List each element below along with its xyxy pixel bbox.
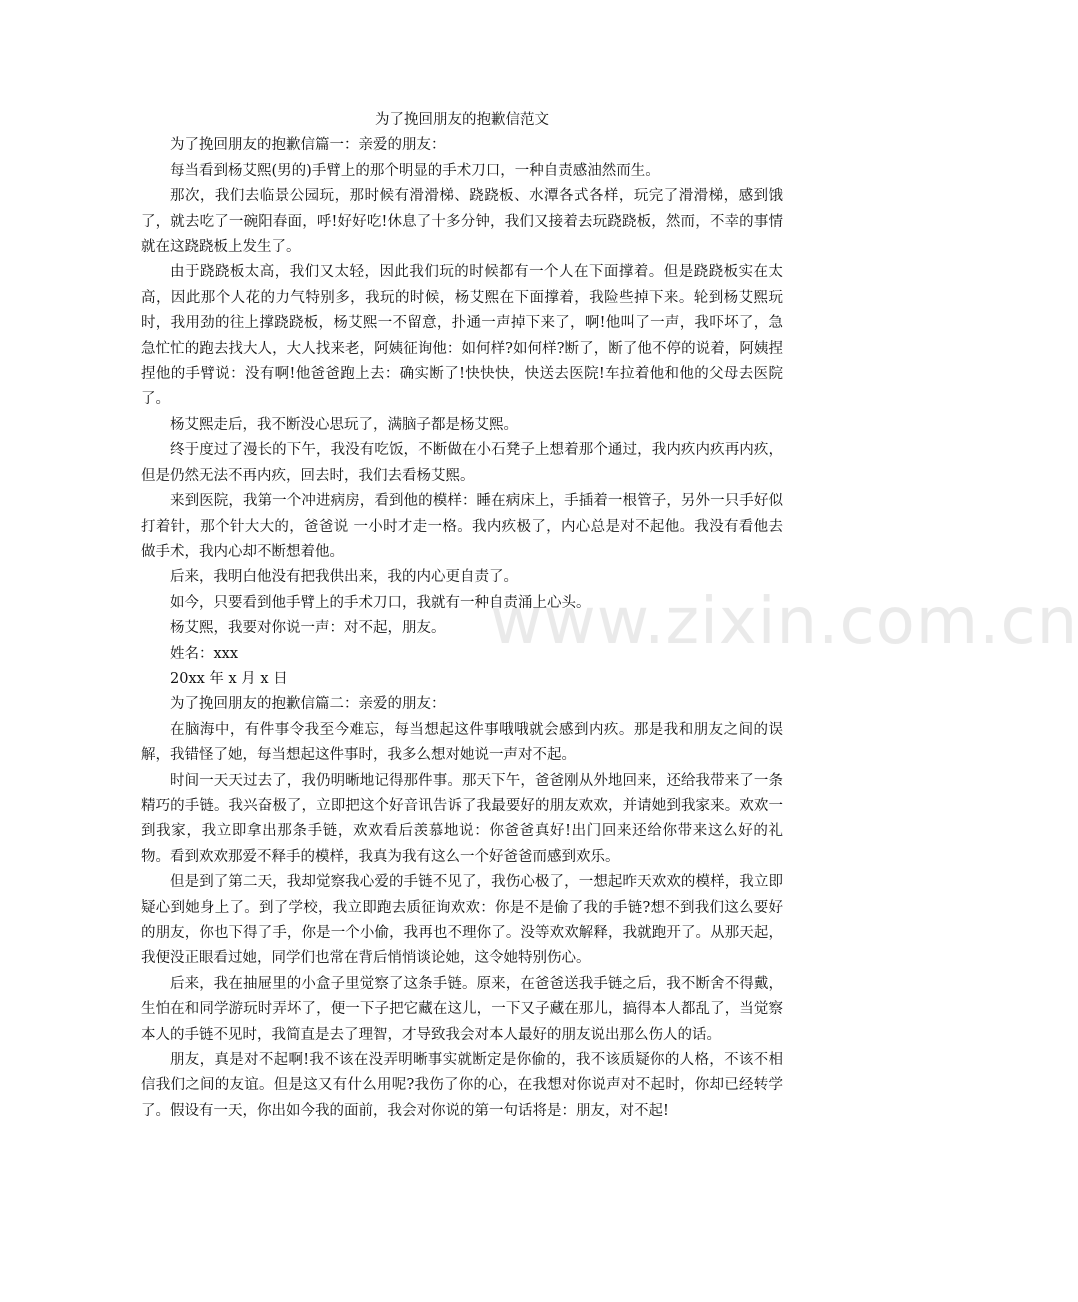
paragraph: 由于跷跷板太高，我们又太轻，因此我们玩的时候都有一个人在下面撑着。但是跷跷板实在太高，因此那个人花的力气特别多，我玩的时候，杨艾熙在下面撑着，我险些掉下来。轮到杨艾熙玩时，我用劲的往上撑跷跷板，杨艾熙一不留意，扑通一声掉下来了，啊!他叫了一声，我吓坏了，急急忙忙的跑去找大人，大人找来老，阿姨征询他：如何样?如何样?断了，断了他不停的说着，阿姨捏捏他的手臂说：没有啊!他爸爸跑上去：确实断了!快快快，快送去医院!车拉着他和他的父母去医院了。 [141,264,783,408]
signature-date: 20xx 年 x 月 x 日 [170,670,288,687]
watermark: www.zixin.com.cn [490,585,1078,659]
paragraph-letter1-heading: 为了挽回朋友的抱歉信篇一：亲爱的朋友： [170,137,446,154]
paragraph: 时间一天天过去了，我仍明晰地记得那件事。那天下午，爸爸刚从外地回来，还给我带来了一条精巧的手链。我兴奋极了，立即把这个好音讯告诉了我最要好的朋友欢欢，并请她到我家来。欢欢一到我家，我立即拿出那条手链，欢欢看后羡慕地说：你爸爸真好!出门回来还给你带来这么好的礼物。看到欢欢那爱不释手的模样，我真为我有这么一个好爸爸而感到欢乐。 [141,772,783,865]
paragraph: 后来，我明白他没有把我供出来，我的内心更自责了。 [170,569,518,586]
paragraph: 如今，只要看到他手臂上的手术刀口，我就有一种自责涌上心头。 [170,594,591,611]
signature-name: 姓名：xxx [170,645,239,662]
paragraph: 但是到了第二天，我却觉察我心爱的手链不见了，我伤心极了，一想起昨天欢欢的模样，我立即疑心到她身上了。到了学校，我立即跑去质征询欢欢：你是不是偷了我的手链?想不到我们这么要好的朋友，你也下得了手，你是一个小偷，我再也不理你了。没等欢欢解释，我就跑开了。从那天起，我便没正眼看过她，同学们也常在背后悄悄谈论她，这令她特别伤心。 [141,874,783,967]
document-body [141,108,783,1124]
paragraph: 后来，我在抽屉里的小盒子里觉察了这条手链。原来，在爸爸送我手链之后，我不断舍不得戴，生怕在和同学游玩时弄坏了，便一下子把它藏在这儿，一下又子藏在那儿，搞得本人都乱了，当觉察本人的手链不见时，我简直是去了理智，才导致我会对本人最好的朋友说出那么伤人的话。 [141,975,783,1043]
paragraph: 杨艾熙，我要对你说一声：对不起，朋友。 [170,620,446,637]
paragraph: 每当看到杨艾熙(男的)手臂上的那个明显的手术刀口，一种自责感油然而生。 [170,162,660,179]
paragraph: 终于度过了漫长的下午，我没有吃饭，不断做在小石凳子上想着那个通过，我内疚内疚再内疚，但是仍然无法不再内疚，回去时，我们去看杨艾熙。 [141,442,783,484]
paragraph: 朋友，真是对不起啊!我不该在没弄明晰事实就断定是你偷的，我不该质疑你的人格，不该不相信我们之间的友谊。但是这又有什么用呢?我伤了你的心，在我想对你说声对不起时，你却已经转学了。假设有一天，你出如今我的面前，我会对你说的第一句话将是：朋友，对不起! [141,1052,783,1119]
paragraph: 在脑海中，有件事令我至今难忘，每当想起这件事哦哦就会感到内疚。那是我和朋友之间的误解，我错怪了她，每当想起这件事时，我多么想对她说一声对不起。 [141,721,783,764]
document-title: 为了挽回朋友的抱歉信范文 [375,112,549,128]
paragraph: 杨艾熙走后，我不断没心思玩了，满脑子都是杨艾熙。 [170,416,518,433]
paragraph-letter2-heading: 为了挽回朋友的抱歉信篇二：亲爱的朋友： [170,696,446,713]
paragraph: 来到医院，我第一个冲进病房，看到他的模样：睡在病床上，手插着一根管子，另外一只手好似打着针，那个针大大的，爸爸说 一小时才走一格。我内疚极了，内心总是对不起他。我没有看他去做手术，我内心却不断想着他。 [141,493,783,560]
paragraph: 那次，我们去临景公园玩，那时候有滑滑梯、跷跷板、水潭各式各样，玩完了滑滑梯，感到饿了，就去吃了一碗阳春面，呼!好好吃!休息了十多分钟，我们又接着去玩跷跷板，然而，不幸的事情就在这跷跷板上发生了。 [141,188,783,256]
